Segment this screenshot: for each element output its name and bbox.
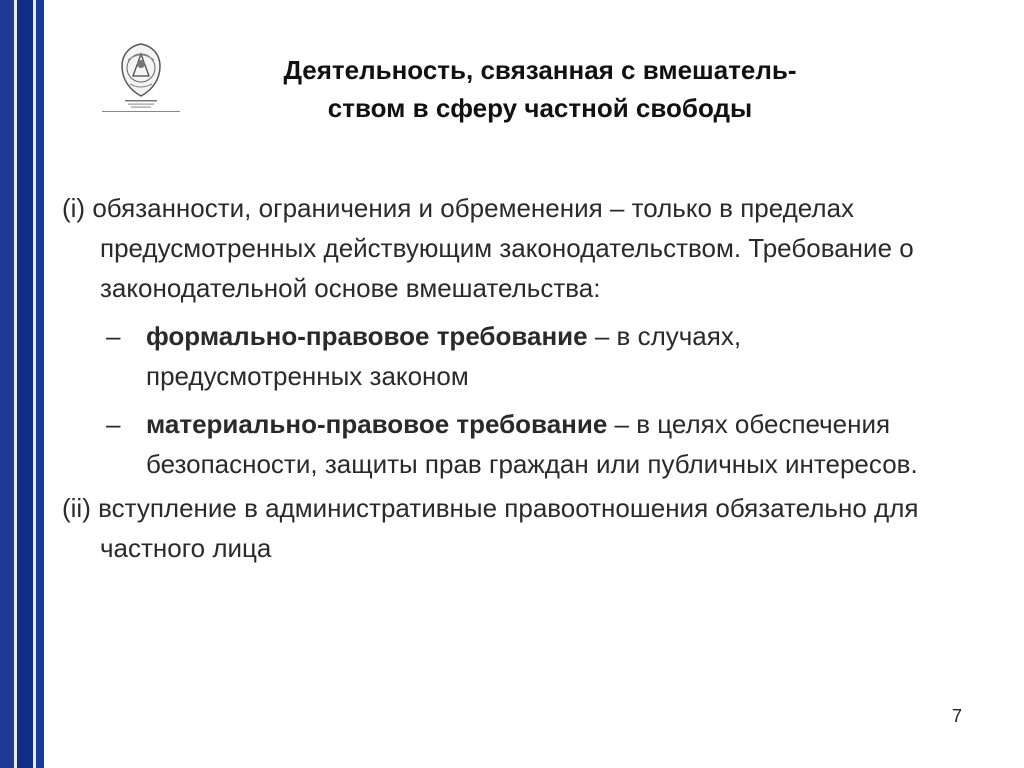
list-item-ii — [62, 488, 962, 568]
sub-item-text: – в случаях, предусмотренных законом — [146, 321, 742, 391]
left-decorative-sidebar — [0, 0, 46, 768]
sub-list-item-formal — [106, 316, 962, 396]
item-text: вступление в административные правоотношения обязательно для частного лица — [98, 493, 919, 563]
sub-item-bold-term: формально-правовое требование — [146, 321, 588, 351]
slide-title-line-1: Деятельность, связанная с вмешатель- — [283, 55, 797, 85]
sidebar-stripe — [0, 0, 14, 768]
item-text: обязанности, ограничения и обременения – только в пределах предусмотренных действующим законодательством. Требование о законодательной основе вмешательства: — [92, 193, 914, 303]
item-marker: (i) — [62, 193, 86, 223]
sub-item-bold-term: материально-правовое требование — [146, 409, 608, 439]
item-marker: (ii) — [62, 493, 91, 523]
university-crest-icon — [100, 40, 182, 116]
page-number: 7 — [951, 706, 962, 726]
sidebar-stripe — [17, 0, 33, 768]
slide-title — [190, 52, 890, 127]
slide-title-line-2: ством в сферу частной свободы — [327, 92, 753, 123]
dash-marker: – — [106, 321, 121, 351]
sidebar-stripe — [36, 0, 44, 768]
list-item-i — [62, 188, 962, 308]
sub-list-item-material — [106, 404, 962, 484]
dash-marker: – — [106, 409, 121, 439]
slide-body — [62, 188, 962, 568]
sub-item-text: – в целях обеспечения безопасности, защиты прав граждан или публичных интересов. — [146, 409, 918, 479]
